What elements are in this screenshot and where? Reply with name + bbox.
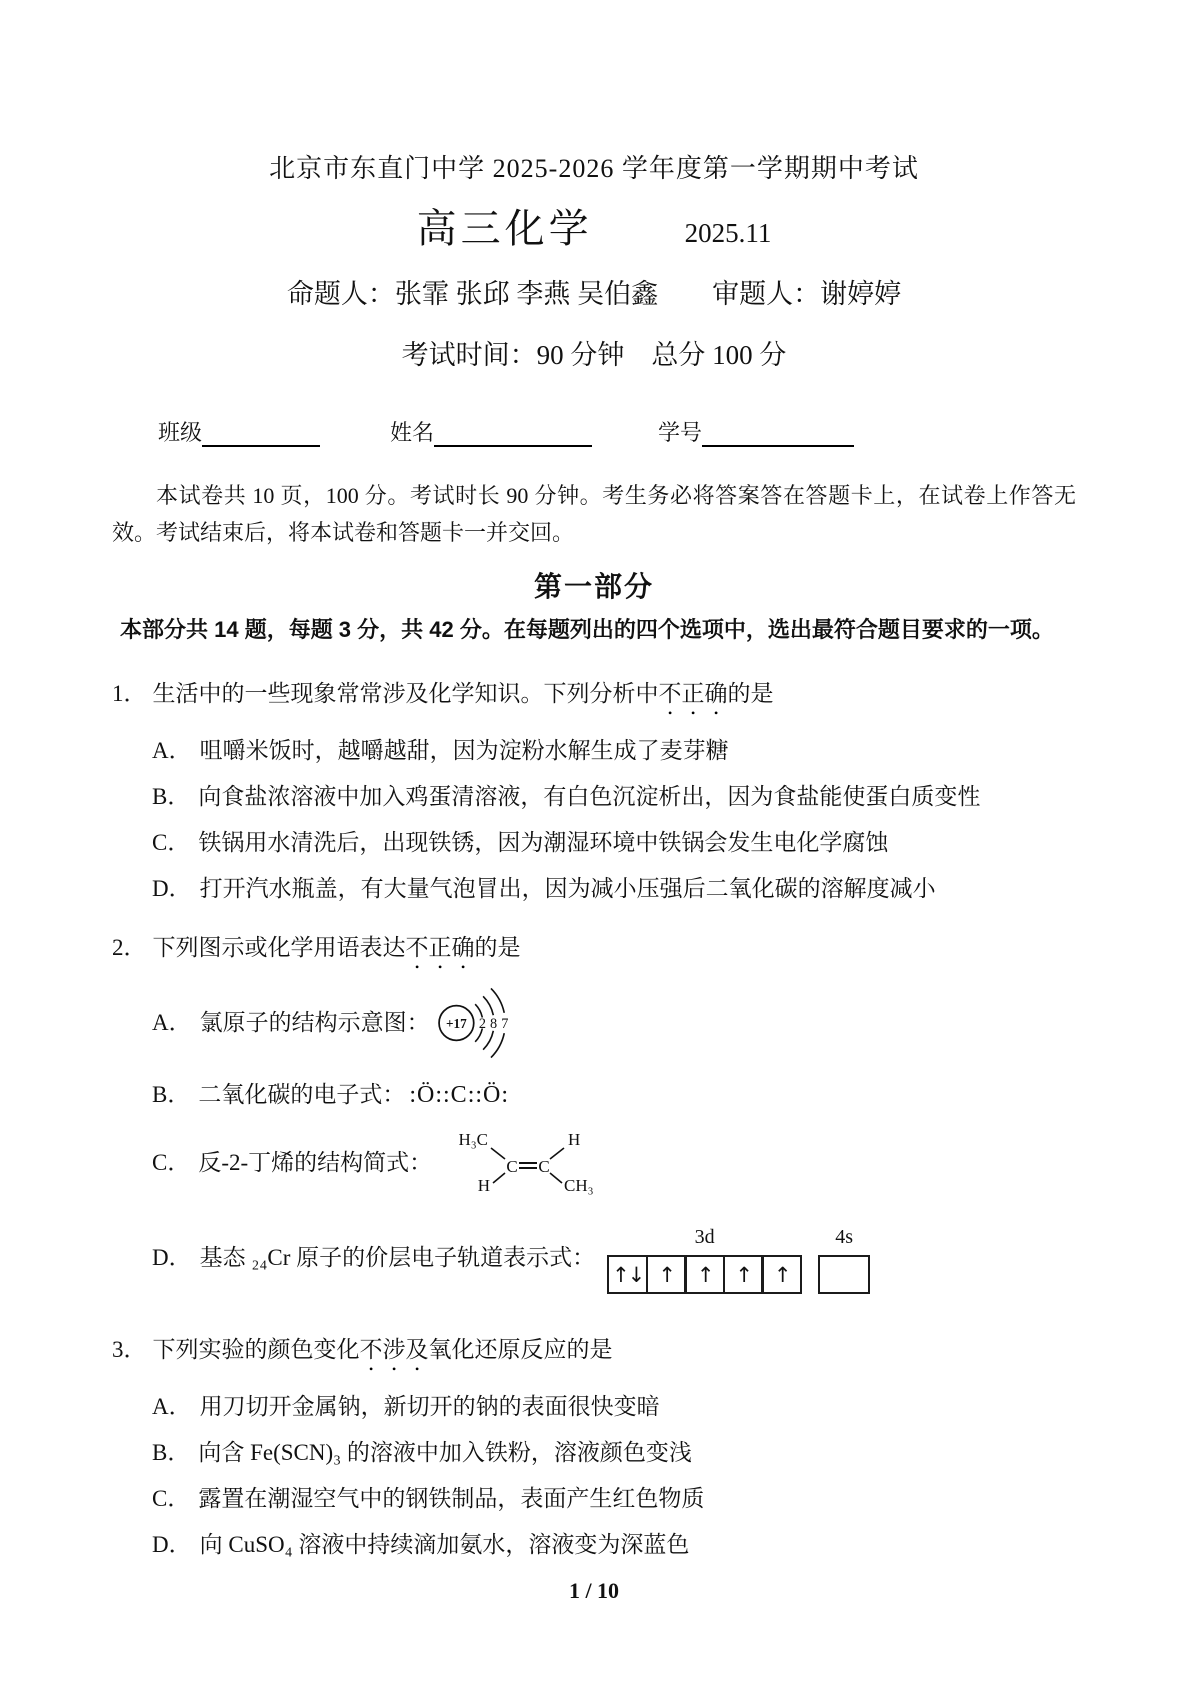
carbon-label: C bbox=[506, 1157, 518, 1176]
option-label: D． bbox=[152, 876, 192, 901]
setters-line: 命题人：张霏 张邱 李燕 吴伯鑫 审题人：谢婷婷 bbox=[286, 279, 902, 309]
methyl-group-label: H₃C bbox=[458, 1130, 489, 1149]
emphasized-text: 不正确 bbox=[405, 935, 475, 960]
option-row bbox=[112, 1222, 1076, 1294]
class-field-blank bbox=[202, 421, 320, 447]
question-2-stem: 2． 下列图示或化学用语表达不正确的是 bbox=[112, 935, 521, 960]
option-text: 用刀切开金属钠，新切开的钠的表面很快变暗 bbox=[199, 1394, 660, 1419]
electron-dot-formula: :Ö::C::Ö: bbox=[409, 1082, 510, 1108]
option-label: A． bbox=[152, 1010, 192, 1035]
option-row bbox=[112, 1530, 1076, 1560]
option-text: 向含 Fe(SCN)₃ 的溶液中加入铁粉，溶液颜色变浅 bbox=[198, 1440, 692, 1465]
option-label: B． bbox=[152, 1440, 191, 1465]
exam-info-line: 考试时间：90 分钟 总分 100 分 bbox=[401, 340, 787, 370]
orbital-4s-label: 4s bbox=[835, 1226, 854, 1248]
option-text: 向食盐浓溶液中加入鸡蛋清溶液，有白色沉淀析出，因为食盐能使蛋白质变性 bbox=[198, 784, 981, 809]
option-row bbox=[112, 1126, 1076, 1200]
question-2 bbox=[112, 932, 1076, 1294]
trans-2-butene-structure bbox=[446, 1126, 604, 1200]
option-label: C． bbox=[152, 830, 191, 855]
option-text: 二氧化碳的电子式： bbox=[198, 1082, 406, 1107]
hydrogen-label: H bbox=[477, 1176, 491, 1195]
part-one-title: 第一部分 bbox=[533, 571, 654, 602]
question-3-stem: 3． 下列实验的颜色变化不涉及氧化还原反应的是 bbox=[112, 1337, 613, 1362]
option-text: 氯原子的结构示意图： bbox=[199, 1010, 430, 1035]
carbon-label: C bbox=[538, 1157, 550, 1176]
option-row bbox=[112, 1392, 1076, 1422]
option-row bbox=[112, 1438, 1076, 1468]
option-row bbox=[112, 1080, 1076, 1110]
option-label: C． bbox=[152, 1150, 191, 1175]
option-row bbox=[112, 982, 1076, 1064]
part-one-description: 本部分共 14 题，每题 3 分，共 42 分。在每题列出的四个选项中，选出最符合题目要求的一项。 bbox=[120, 617, 1054, 642]
school-title: 北京市东直门中学 2025-2026 学年度第一学期期中考试 bbox=[269, 154, 919, 183]
page-number: 1 / 10 bbox=[568, 1578, 620, 1603]
option-row bbox=[112, 874, 1076, 904]
shell-electron-count: 2 bbox=[478, 1016, 486, 1033]
option-label: B． bbox=[152, 1082, 191, 1107]
name-field-blank bbox=[434, 421, 592, 447]
exam-date: 2025.11 bbox=[684, 218, 772, 248]
option-text: 咀嚼米饭时，越嚼越甜，因为淀粉水解生成了麦芽糖 bbox=[199, 738, 729, 763]
orbital-box: ↑↓ bbox=[607, 1255, 648, 1294]
student-fields-row bbox=[112, 416, 1076, 447]
atom-structure-diagram bbox=[436, 982, 538, 1064]
exam-notice: 本试卷共 10 页，100 分。考试时长 90 分钟。考生务必将答案答在答题卡上，在试卷上作答无效。考试结束后，将本试卷和答题卡一并交回。 bbox=[112, 483, 1076, 545]
option-label: A． bbox=[152, 1394, 192, 1419]
option-row bbox=[112, 828, 1076, 858]
orbital-box: ↑ bbox=[761, 1255, 802, 1294]
question-1 bbox=[112, 678, 1076, 904]
option-label: D． bbox=[152, 1245, 192, 1270]
question-3 bbox=[112, 1334, 1076, 1560]
emphasized-text: 不涉及 bbox=[359, 1337, 429, 1362]
option-text: 基态 ₂₄Cr 原子的价层电子轨道表示式： bbox=[199, 1245, 596, 1270]
option-text: 打开汽水瓶盖，有大量气泡冒出，因为减小压强后二氧化碳的溶解度减小 bbox=[199, 876, 936, 901]
shell-electron-count: 8 bbox=[489, 1016, 497, 1033]
class-field-label: 班级 bbox=[158, 420, 203, 445]
orbital-diagram bbox=[607, 1222, 870, 1294]
hydrogen-label: H bbox=[568, 1130, 581, 1149]
orbital-box bbox=[818, 1255, 870, 1294]
id-field-label: 学号 bbox=[658, 420, 703, 445]
option-row bbox=[112, 736, 1076, 766]
orbital-box: ↑ bbox=[723, 1255, 764, 1294]
option-row bbox=[112, 782, 1076, 812]
orbital-box: ↑ bbox=[684, 1255, 725, 1294]
nucleus-charge: +17 bbox=[445, 1016, 467, 1032]
question-number: 3． bbox=[112, 1337, 147, 1362]
orbital-box: ↑ bbox=[646, 1255, 687, 1294]
id-field-blank bbox=[702, 421, 854, 447]
option-label: A． bbox=[152, 738, 192, 763]
subject-row bbox=[112, 197, 1076, 254]
question-number: 1． bbox=[112, 681, 147, 706]
subject-title: 高三化学 bbox=[416, 206, 593, 251]
option-text: 铁锅用水清洗后，出现铁锈，因为潮湿环境中铁锅会发生电化学腐蚀 bbox=[198, 830, 889, 855]
option-label: D． bbox=[152, 1532, 192, 1557]
option-text: 向 CuSO₄ 溶液中持续滴加氨水，溶液变为深蓝色 bbox=[199, 1532, 690, 1557]
shell-electron-count: 7 bbox=[500, 1016, 509, 1033]
option-label: B． bbox=[152, 784, 191, 809]
option-text: 反-2-丁烯的结构简式： bbox=[198, 1150, 433, 1175]
emphasized-text: 不正确 bbox=[658, 681, 728, 706]
option-row bbox=[112, 1484, 1076, 1514]
question-number: 2． bbox=[112, 935, 147, 960]
option-label: C． bbox=[152, 1486, 191, 1511]
option-text: 露置在潮湿空气中的钢铁制品，表面产生红色物质 bbox=[198, 1486, 705, 1511]
name-field-label: 姓名 bbox=[390, 420, 435, 445]
question-1-stem: 1． 生活中的一些现象常常涉及化学知识。下列分析中不正确的是 bbox=[112, 681, 774, 706]
methyl-group-label: CH₃ bbox=[564, 1176, 594, 1195]
orbital-3d-label: 3d bbox=[694, 1226, 715, 1248]
